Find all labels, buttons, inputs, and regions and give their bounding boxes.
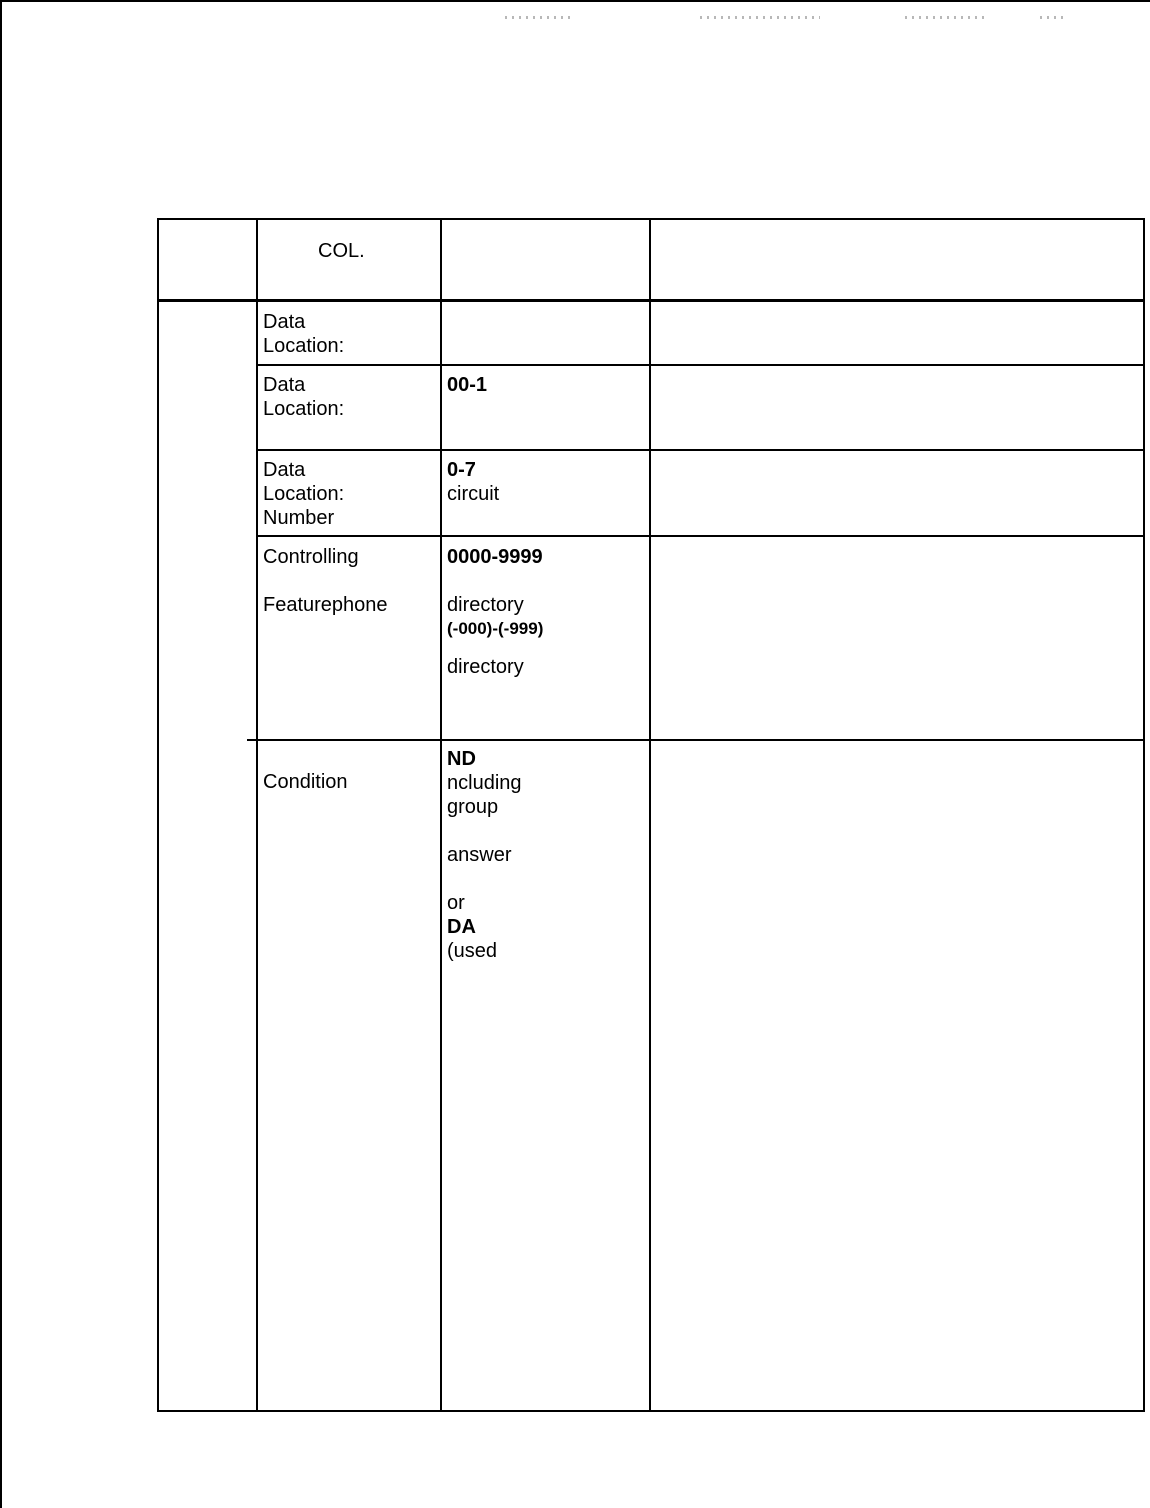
value-line: circuit [447,483,500,505]
value-line: 0-7 [447,459,476,481]
column-rule [440,218,442,1412]
row-2-values [447,373,487,397]
scan-noise [1040,16,1065,19]
row-1-item [263,310,344,358]
value-line: 00-1 [447,374,488,396]
value-line: group [447,796,499,818]
page-left-rule [0,0,2,1508]
header-col-label: COL. [318,240,365,262]
row-rule [256,364,1145,366]
table-bottom-rule [157,1410,1145,1412]
item-line: Controlling [263,546,359,568]
row-3-values [447,458,499,506]
column-rule [649,218,651,1412]
item-line: Data [263,459,306,481]
scan-noise [505,16,575,19]
row-rule [256,535,1145,537]
item-line: Location: [263,483,345,505]
column-rule [1143,218,1145,1412]
value-line: DA [447,916,476,938]
item-line: Condition [263,771,348,793]
scan-noise [700,16,820,19]
value-line: answer [447,844,512,866]
item-line: Featurephone [263,594,388,616]
row-5-item [263,770,348,794]
value-line: ncluding [447,772,522,794]
column-rule [157,218,159,1412]
row-4-values [447,545,543,679]
column-rule [256,218,258,1412]
value-line: (-000)-(-999) [447,619,544,638]
page-top-rule [0,0,1150,2]
item-line: Number [263,507,335,529]
value-line: directory [447,594,524,616]
value-line: or [447,892,465,914]
item-line: Data [263,374,306,396]
item-line: Location: [263,335,345,357]
value-line: (used [447,940,498,962]
value-line: 0000-9999 [447,546,543,568]
row-4-item [263,545,388,617]
table-top-rule [157,218,1145,220]
form-table [157,218,1145,1412]
row-5-values [447,747,522,963]
row-rule [247,739,1145,741]
row-3-item [263,458,344,530]
item-line: Data [263,311,306,333]
value-line: directory [447,656,524,678]
value-line: ND [447,748,476,770]
header-rule [157,299,1145,302]
item-line: Location: [263,398,345,420]
scan-noise [905,16,985,19]
row-2-item [263,373,344,421]
row-rule [256,449,1145,451]
